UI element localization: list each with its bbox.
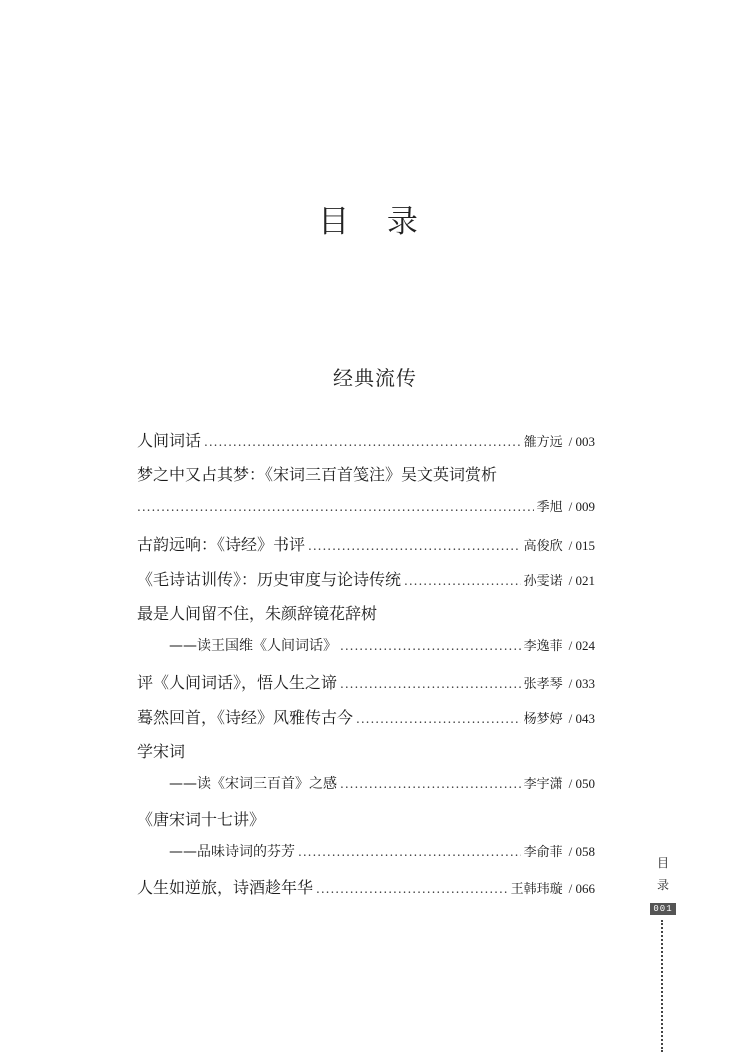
toc-entry[interactable]: [137, 670, 595, 696]
entry-title: 梦之中又占其梦：《宋词三百首笺注》吴文英词赏析: [137, 465, 498, 484]
toc-entry[interactable]: [137, 532, 595, 558]
entry-author: 雒方远: [523, 435, 563, 450]
side-tab: [648, 852, 678, 915]
entry-page: / 015: [568, 538, 595, 553]
toc-entry-heading[interactable]: [137, 601, 595, 627]
entry-page: / 066: [568, 881, 595, 896]
toc-entry[interactable]: [137, 773, 595, 799]
leader-dots: [340, 677, 521, 691]
entry-author: 高俊欣: [523, 539, 563, 554]
entry-title: 人间词话: [137, 431, 202, 450]
entry-subtitle: ——读王国维《人间词话》: [169, 638, 337, 654]
entry-author: 杨梦婷: [523, 712, 563, 727]
entry-author: 孙雯诺: [523, 574, 563, 589]
entry-title: 人生如逆旅，诗酒趁年华: [137, 878, 314, 897]
entry-title: 《唐宋词十七讲》: [137, 810, 266, 829]
toc-entry[interactable]: [137, 841, 595, 867]
leader-dots: [404, 574, 521, 588]
toc-entry[interactable]: [137, 635, 595, 661]
entry-page: / 003: [568, 434, 595, 449]
entry-subtitle: ——品味诗词的芬芳: [169, 844, 295, 860]
entry-page: / 043: [568, 711, 595, 726]
entry-title: 《毛诗诂训传》：历史审度与论诗传统: [137, 570, 402, 589]
leader-dots: [340, 777, 521, 791]
toc-entry-heading[interactable]: [137, 462, 595, 488]
page-title: 目 录: [318, 204, 432, 240]
leader-dots: [308, 539, 521, 553]
leader-dots: [316, 882, 508, 896]
leader-dots: [356, 712, 521, 726]
toc-entry[interactable]: [137, 705, 595, 731]
entry-author: 李宇潇: [523, 777, 563, 792]
side-dotted-line: [661, 920, 663, 1052]
leader-dots: [137, 500, 534, 514]
toc-entry-heading[interactable]: [137, 807, 595, 833]
toc-entry[interactable]: [137, 875, 595, 901]
entry-title: 古韵远响：《诗经》书评: [137, 535, 306, 554]
section-title: 经典流传: [333, 366, 417, 390]
toc-entry[interactable]: [137, 567, 595, 593]
entry-subtitle: ——读《宋词三百首》之感: [169, 776, 337, 792]
leader-dots: [298, 845, 521, 859]
side-tab-char: 录: [656, 878, 669, 892]
entry-author: 李逸菲: [523, 639, 563, 654]
entry-page: / 021: [568, 573, 595, 588]
entry-author: 李俞菲: [523, 845, 563, 860]
entry-page: / 024: [568, 638, 595, 653]
toc-entry-heading[interactable]: [137, 739, 595, 765]
entry-author: 张孝琴: [523, 677, 563, 692]
toc-entry[interactable]: [137, 428, 595, 454]
entry-page: / 050: [568, 776, 595, 791]
entry-author: 季旭: [536, 500, 563, 515]
entry-author: 王韩玮璇: [510, 882, 563, 897]
leader-dots: [204, 435, 521, 449]
entry-page: / 033: [568, 676, 595, 691]
toc-entry[interactable]: [137, 496, 595, 522]
entry-title: 学宋词: [137, 742, 186, 761]
entry-page: / 058: [568, 844, 595, 859]
entry-title: 评《人间词话》，悟人生之谛: [137, 673, 338, 692]
entry-title: 蓦然回首，《诗经》风雅传古今: [137, 708, 354, 727]
leader-dots: [340, 639, 521, 653]
side-tab-char: 目: [656, 856, 669, 870]
page-number-badge: 001: [650, 903, 675, 915]
entry-title: 最是人间留不住，朱颜辞镜花辞树: [137, 604, 378, 623]
entry-page: / 009: [568, 499, 595, 514]
